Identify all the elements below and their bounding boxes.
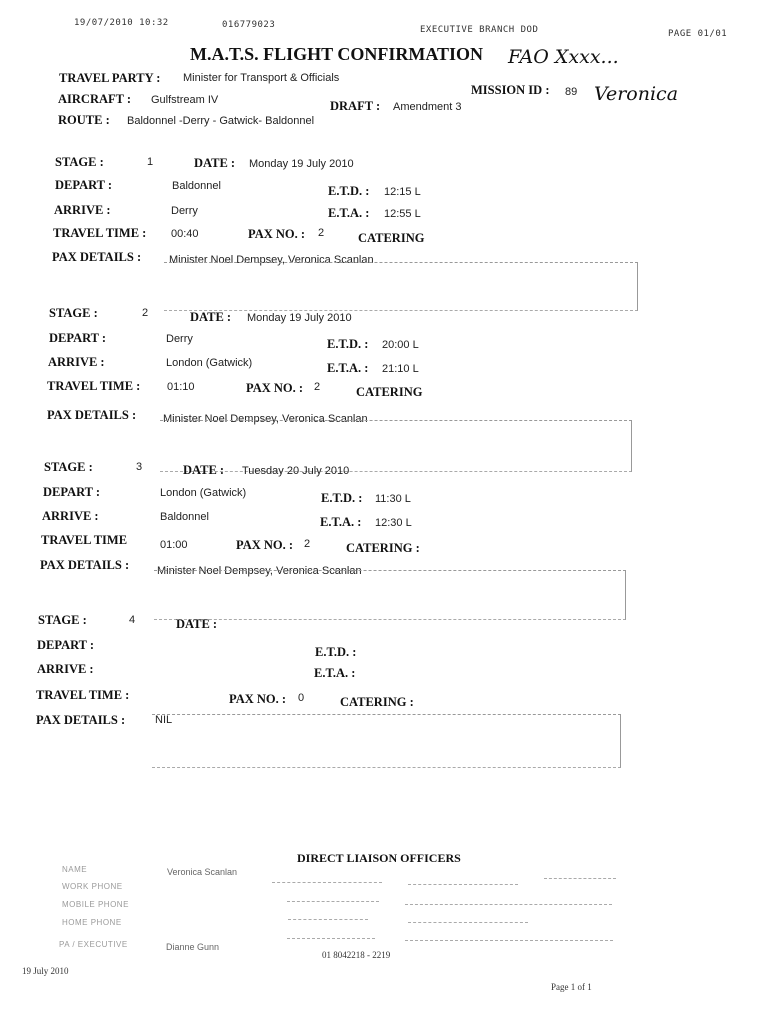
field-line	[408, 922, 528, 923]
pax-no-value: 2	[318, 227, 325, 239]
pax-no-label: PAX NO. :	[248, 227, 306, 241]
fax-page: PAGE 01/01	[668, 29, 728, 39]
pax-details-box	[160, 420, 632, 472]
etd-label: E.T.D. :	[321, 491, 363, 505]
etd-label: E.T.D. :	[315, 645, 357, 659]
stage-label: STAGE :	[38, 613, 87, 627]
etd-label: E.T.D. :	[327, 337, 369, 351]
stage-label: STAGE :	[49, 306, 98, 320]
pa-executive-label: PA / EXECUTIVE	[59, 940, 128, 949]
mission-id-label: MISSION ID :	[471, 83, 550, 97]
depart-value: Baldonnel	[172, 180, 221, 192]
pax-details-box	[164, 262, 638, 311]
pax-details-value: NIL	[155, 714, 173, 726]
travel-time-label: TRAVEL TIME :	[53, 226, 147, 240]
name-label: NAME	[62, 865, 88, 874]
date-label: DATE :	[183, 463, 225, 477]
stage-number: 2	[142, 307, 149, 319]
route-value: Baldonnel -Derry - Gatwick- Baldonnel	[127, 115, 315, 127]
draft-label: DRAFT :	[330, 99, 381, 113]
arrive-label: ARRIVE :	[37, 662, 94, 676]
field-line	[408, 884, 518, 885]
depart-label: DEPART :	[43, 485, 101, 499]
field-line	[272, 882, 382, 883]
etd-value: 12:15 L	[384, 186, 421, 198]
mobile-phone-label: MOBILE PHONE	[62, 900, 129, 909]
travel-time-value: 01:00	[160, 539, 188, 551]
arrive-value: London (Gatwick)	[166, 357, 253, 369]
etd-label: E.T.D. :	[328, 184, 370, 198]
field-line	[405, 904, 612, 905]
field-line	[287, 901, 379, 902]
route-label: ROUTE :	[58, 113, 110, 127]
catering-label: CATERING :	[346, 541, 420, 555]
arrive-label: ARRIVE :	[42, 509, 99, 523]
eta-value: 12:55 L	[384, 208, 421, 220]
home-phone-label: HOME PHONE	[62, 918, 122, 927]
catering-label: CATERING	[358, 231, 425, 245]
travel-time-value: 01:10	[167, 381, 195, 393]
travel-party-value: Minister for Transport & Officials	[183, 72, 340, 84]
travel-time-label: TRAVEL TIME :	[36, 688, 130, 702]
depart-value: Derry	[166, 333, 193, 345]
arrive-value: Derry	[171, 205, 198, 217]
depart-label: DEPART :	[49, 331, 107, 345]
travel-time-label: TRAVEL TIME :	[47, 379, 141, 393]
liaison-name: Veronica Scanlan	[167, 867, 238, 877]
date-label: DATE :	[176, 617, 218, 631]
pax-details-box	[152, 714, 621, 768]
work-phone-label: WORK PHONE	[62, 882, 123, 891]
pax-details-label: PAX DETAILS :	[52, 250, 142, 264]
mission-id-value: 89	[565, 86, 578, 98]
field-line	[405, 940, 613, 941]
eta-value: 21:10 L	[382, 363, 419, 375]
field-line	[544, 878, 616, 879]
stage-number: 4	[129, 614, 136, 626]
pax-details-label: PAX DETAILS :	[36, 713, 126, 727]
pa-name: Dianne Gunn	[166, 942, 220, 952]
date-label: DATE :	[190, 310, 232, 324]
stage-label: STAGE :	[44, 460, 93, 474]
pax-details-value: Minister Noel Dempsey, Veronica Scanlan	[157, 565, 362, 577]
arrive-label: ARRIVE :	[54, 203, 111, 217]
fax-datetime: 19/07/2010 10:32	[74, 18, 169, 28]
footer-date: 19 July 2010	[22, 966, 69, 976]
eta-label: E.T.A. :	[314, 666, 356, 680]
fax-number: 016779023	[222, 20, 276, 30]
liaison-phone: 01 8042218 - 2219	[322, 950, 391, 960]
arrive-value: Baldonnel	[160, 511, 209, 523]
pax-no-label: PAX NO. :	[229, 692, 287, 706]
pax-details-label: PAX DETAILS :	[47, 408, 137, 422]
aircraft-value: Gulfstream IV	[151, 94, 219, 106]
pax-details-box	[154, 570, 626, 620]
aircraft-label: AIRCRAFT :	[58, 92, 132, 106]
eta-value: 12:30 L	[375, 517, 412, 529]
catering-label: CATERING	[356, 385, 423, 399]
stage-number: 3	[136, 461, 143, 473]
eta-label: E.T.A. :	[327, 361, 369, 375]
pax-no-value: 2	[314, 381, 321, 393]
etd-value: 20:00 L	[382, 339, 419, 351]
draft-value: Amendment 3	[393, 101, 462, 113]
travel-time-value: 00:40	[171, 228, 199, 240]
depart-label: DEPART :	[55, 178, 113, 192]
handwritten-note: FAO Xxxx...	[508, 46, 619, 68]
pax-details-label: PAX DETAILS :	[40, 558, 130, 572]
date-label: DATE :	[194, 156, 236, 170]
etd-value: 11:30 L	[375, 493, 411, 505]
arrive-label: ARRIVE :	[48, 355, 105, 369]
eta-label: E.T.A. :	[320, 515, 362, 529]
stage-number: 1	[147, 156, 154, 168]
field-line	[288, 919, 368, 920]
eta-label: E.T.A. :	[328, 206, 370, 220]
travel-time-label: TRAVEL TIME	[41, 533, 128, 547]
stage-label: STAGE :	[55, 155, 104, 169]
liaison-heading: DIRECT LIAISON OFFICERS	[297, 851, 461, 865]
pax-no-label: PAX NO. :	[236, 538, 294, 552]
document-title: M.A.T.S. FLIGHT CONFIRMATION	[190, 44, 484, 64]
pax-no-value: 0	[298, 692, 305, 704]
fax-sender: EXECUTIVE BRANCH DOD	[420, 25, 539, 35]
travel-party-label: TRAVEL PARTY :	[59, 71, 161, 85]
date-value: Monday 19 July 2010	[247, 312, 352, 324]
catering-label: CATERING :	[340, 695, 414, 709]
handwritten-name: Veronica	[594, 83, 679, 105]
pax-no-value: 2	[304, 538, 311, 550]
field-line	[287, 938, 375, 939]
pax-no-label: PAX NO. :	[246, 381, 304, 395]
date-value: Monday 19 July 2010	[249, 158, 354, 170]
depart-value: London (Gatwick)	[160, 487, 247, 499]
date-value: Tuesday 20 July 2010	[242, 465, 350, 477]
pax-details-value: Minister Noel Dempsey, Veronica Scanlan	[163, 413, 368, 425]
pax-details-value: Minister Noel Dempsey, Veronica Scanlan	[169, 254, 374, 266]
depart-label: DEPART :	[37, 638, 95, 652]
footer-page: Page 1 of 1	[551, 982, 592, 992]
